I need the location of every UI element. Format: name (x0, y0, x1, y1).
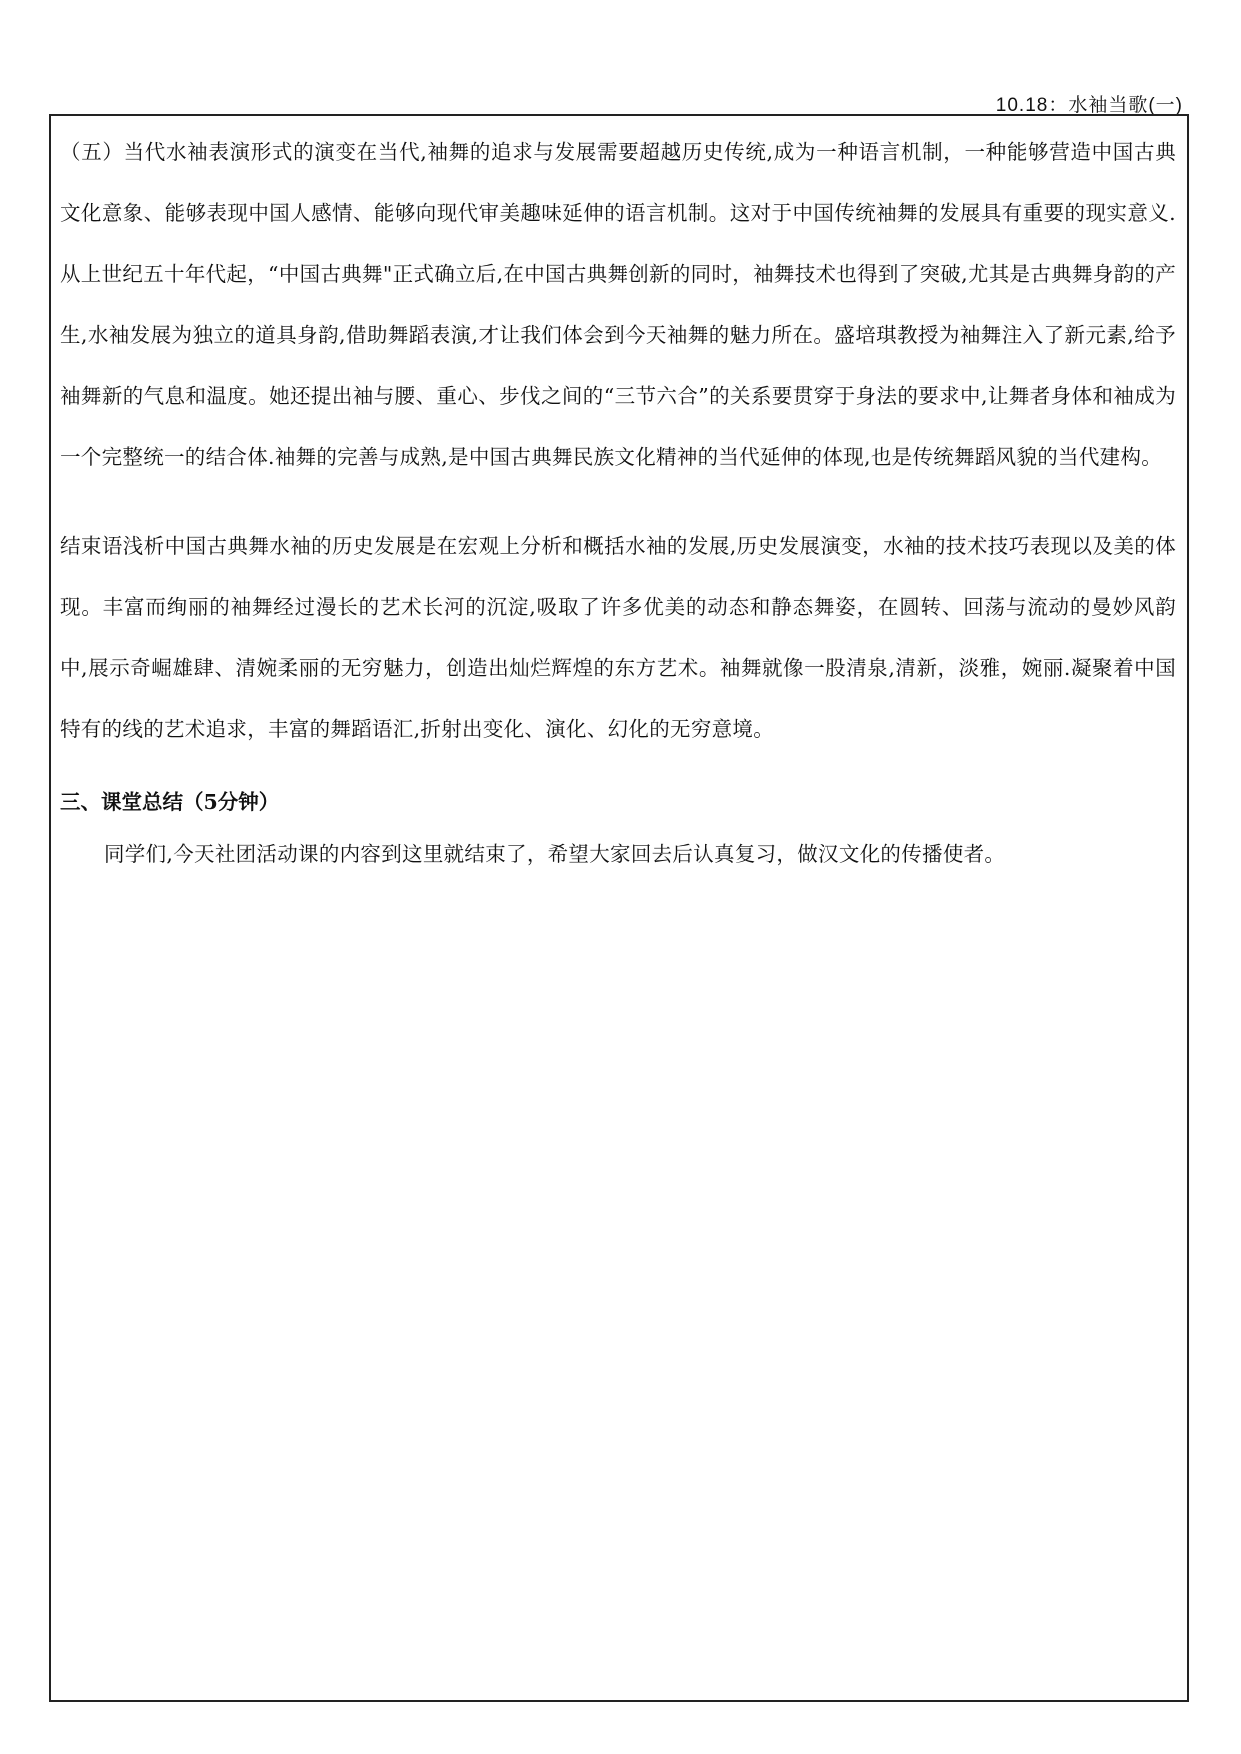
paragraph-conclusion: 结束语浅析中国古典舞水袖的历史发展是在宏观上分析和概括水袖的发展,历史发展演变，水袖的技术技巧表现以及美的体现。丰富而绚丽的袖舞经过漫长的艺术长河的沉淀,吸取了许多优美的动态和静态舞姿，在圆转、回荡与流动的曼妙风韵中,展示奇崛雄肆、清婉柔丽的无穷魅力，创造出灿烂辉煌的东方艺术。袖舞就像一股清泉,清新，淡雅，婉丽.凝聚着中国特有的线的艺术追求，丰富的舞蹈语汇,折射出变化、演化、幻化的无穷意境。 (60, 534, 1176, 741)
section-title-summary: 三、课堂总结（5分钟） (60, 790, 280, 814)
paragraph-evolution: （五）当代水袖表演形式的演变在当代,袖舞的追求与发展需要超越历史传统,成为一种语言机制，一种能够营造中国古典文化意象、能够表现中国人感情、能够向现代审美趣味延伸的语言机制。这对于中国传统袖舞的发展具有重要的现实意义.从上世纪五十年代起，“中国古典舞"正式确立后,在中国古典舞创新的同时，袖舞技术也得到了突破,尤其是古典舞身韵的产生,水袖发展为独立的道具身韵,借助舞蹈表演,才让我们体会到今天袖舞的魅力所在。盛培琪教授为袖舞注入了新元素,给予袖舞新的气息和温度。她还提出袖与腰、重心、步伐之间的“三节六合”的关系要贯穿于身法的要求中,让舞者身体和袖成为一个完整统一的结合体.袖舞的完善与成熟,是中国古典舞民族文化精神的当代延伸的体现,也是传统舞蹈风貌的当代建构。 (60, 140, 1176, 469)
summary-text: 同学们,今天社团活动课的内容到这里就结束了，希望大家回去后认真复习，做汉文化的传播使者。 (104, 842, 1006, 866)
document-body (60, 122, 1176, 874)
page-header-title: 10.18：水袖当歌(一) (995, 95, 1183, 116)
